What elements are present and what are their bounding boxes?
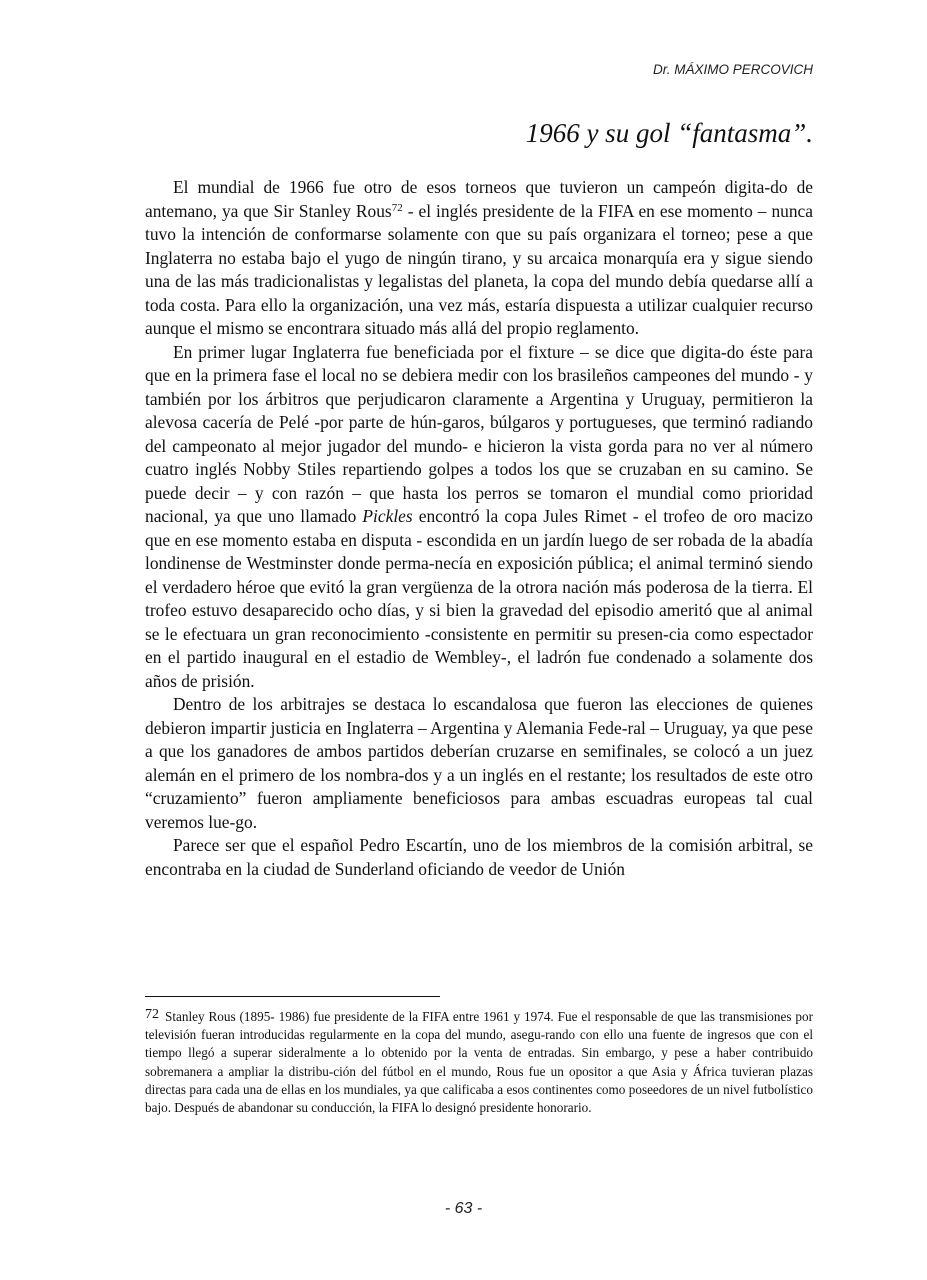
paragraph-4: Parece ser que el español Pedro Escartín, uno de los miembros de la comisión arbitral, se encontraba en la ciudad de Sunderland oficiando de veedor de Unión bbox=[145, 835, 813, 879]
emphasis-pickles: Pickles bbox=[362, 506, 413, 526]
paragraph-2-text-b: encontró la copa Jules Rimet - el trofeo de oro macizo que en ese momento estaba en disputa - escondida en un jardín luego de ser robada de la abadía londinense de Westminster donde perma-necía en exposición pública; el animal terminó siendo el verdadero héroe que evitó la gran vergüenza de la otrora nación más poderosa de la tierra. El trofeo estuvo desaparecido ocho días, y si bien la gravedad del episodio ameritó que al animal se le efectuara un gran reconocimiento -consistente en permitir su presen-cia como espectador en el partido inaugural en el estadio de Wembley-, el ladrón fue condenado a solamente dos años de prisión. bbox=[145, 506, 813, 691]
paragraph-2-text-a: En primer lugar Inglaterra fue beneficiada por el fixture – se dice que digita-do éste para que en la primera fase el local no se debiera medir con los brasileños campeones del mundo - y también por los árbitros que perjudicaron claramente a Argentina y Uruguay, permitieron la alevosa cacería de Pelé -por parte de hún-garos, búlgaros y portugueses, que terminó radiando del campeonato al mejor jugador del mundo- e hicieron la vista gorda para no ver al número cuatro inglés Nobby Stiles repartiendo golpes a todos los que se cruzaban en su camino. Se puede decir – y con razón – que hasta los perros se tomaron el mundial como prioridad nacional, ya que uno llamado bbox=[145, 341, 813, 526]
footnote-separator bbox=[145, 996, 440, 997]
paragraph-1 bbox=[145, 176, 813, 341]
paragraph-1-text-b: - el inglés presidente de la FIFA en ese momento – nunca tuvo la intención de conformarse solamente con que su país organizara el torneo; pese a que Inglaterra no estaba bajo el yugo de ningún tirano, y su arcaica monarquía era y sigue siendo una de las más tradicionalistas y legalistas del planeta, la copa del mundo debía quedarse allí a toda costa. Para ello la organización, una vez más, estaría dispuesta a utilizar cualquier recurso aunque el mismo se encontrara situado más allá del propio reglamento. bbox=[145, 200, 813, 338]
body-text bbox=[145, 176, 813, 881]
paragraph-3: Dentro de los arbitrajes se destaca lo escandalosa que fueron las elecciones de quienes debieron impartir justicia en Inglaterra – Argentina y Alemania Fede-ral – Uruguay, ya que pese a que los ganadores de ambos partidos deberían cruzarse en semifinales, se colocó a un juez alemán en el primero de los nombra-dos y a un inglés en el restante; los resultados de este otro “cruzamiento” fueron ampliamente beneficiosos para ambas escuadras europeas tal cual veremos lue-go. bbox=[145, 694, 813, 832]
running-header: Dr. MÁXIMO PERCOVICH bbox=[652, 62, 813, 77]
paragraph-2 bbox=[145, 341, 813, 694]
chapter-title: 1966 y su gol “fantasma”. bbox=[525, 118, 813, 148]
footnote-text: Stanley Rous (1895- 1986) fue presidente de la FIFA entre 1961 y 1974. Fue el responsable de que las transmisiones por televisión fueran introducidas regularmente en la copa del mundo, asegu-rando con ello una fuente de ingresos que con el tiempo llegó a superar sideralmente a lo obtenido por la venta de entradas. Sin embargo, y pese a haber contribuido sobremanera a ampliar la distribu-ción del fútbol en el mundo, Rous fue un opositor a que Asia y África tuvieran plazas directas para cada una de ellas en los mundiales, ya que calificaba a esos continentes como poseedores de un nivel futbolístico bajo. Después de abandonar su conducción, la FIFA lo designó presidente honorario. bbox=[145, 1009, 813, 1116]
footnote-ref: 72 bbox=[391, 201, 403, 214]
page-number: - 63 - bbox=[444, 1200, 483, 1217]
paragraph-1-text-a: El mundial de 1966 fue otro de esos torneos que tuvieron un campeón digita-do de antemano, ya que Sir Stanley Rous bbox=[145, 177, 813, 221]
footnote bbox=[145, 1006, 813, 1117]
footnote-number: 72 bbox=[145, 1007, 159, 1022]
